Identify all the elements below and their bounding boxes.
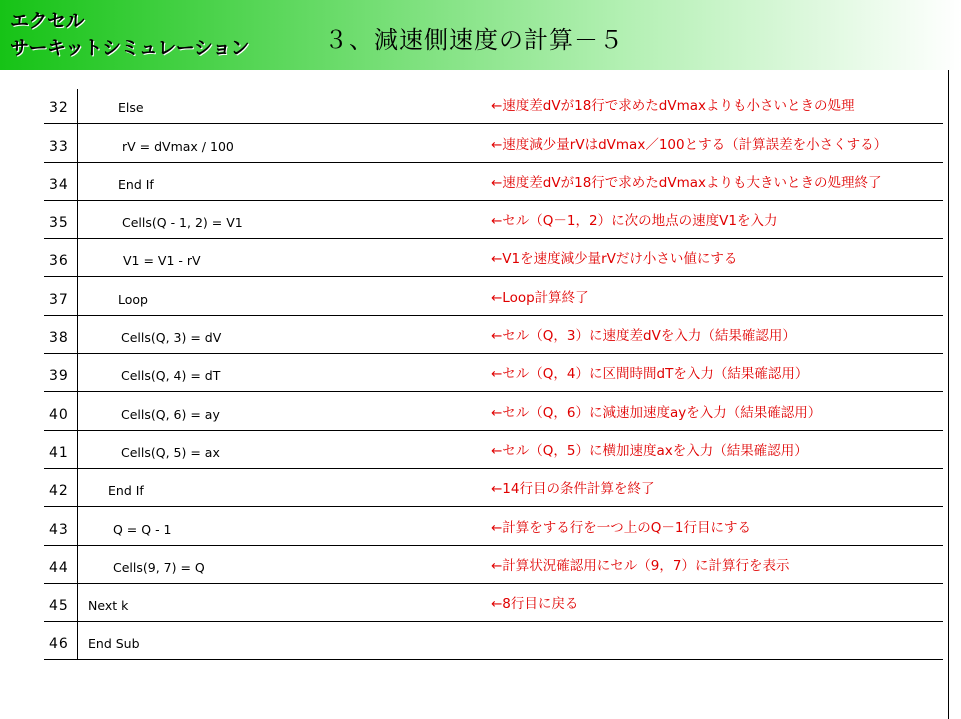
code-row-43 xyxy=(44,507,943,545)
code-row-46 xyxy=(44,622,943,660)
comment-text: ←セル（Q－1，2）に次の地点の速度V1を入力 xyxy=(491,213,778,230)
line-number: 46 xyxy=(49,636,69,653)
code-row-32 xyxy=(44,86,943,124)
comment-text: ←セル（Q，4）に区間時間dTを入力（結果確認用） xyxy=(491,366,809,383)
comment-text: ←セル（Q，3）に速度差dVを入力（結果確認用） xyxy=(491,328,796,345)
comment-text: ←14行目の条件計算を終了 xyxy=(491,481,655,498)
code-row-41 xyxy=(44,431,943,469)
code-text: End Sub xyxy=(88,636,140,652)
code-text: End If xyxy=(108,483,144,499)
code-row-40 xyxy=(44,392,943,430)
brand-line-2: サーキットシミュレーション xyxy=(10,37,249,59)
line-number: 33 xyxy=(49,138,69,155)
code-text: Cells(Q - 1, 2) = V1 xyxy=(122,215,243,231)
line-number: 40 xyxy=(49,406,69,423)
code-row-37 xyxy=(44,277,943,315)
comment-text: ←V1を速度減少量rVだけ小さい値にする xyxy=(491,251,738,268)
line-number: 45 xyxy=(49,598,69,615)
code-text: Cells(Q, 6) = ay xyxy=(121,406,220,422)
line-number: 39 xyxy=(49,368,69,385)
code-text: Cells(9, 7) = Q xyxy=(113,559,205,575)
code-row-38 xyxy=(44,316,943,354)
code-text: V1 = V1 - rV xyxy=(123,253,201,269)
slide-title: ３、減速側速度の計算－５ xyxy=(324,26,624,54)
comment-text: ←計算状況確認用にセル（9，7）に計算行を表示 xyxy=(491,557,790,574)
code-text: Q = Q - 1 xyxy=(113,521,172,537)
code-row-36 xyxy=(44,239,943,277)
line-number: 44 xyxy=(49,559,69,576)
code-row-33 xyxy=(44,124,943,162)
comment-text: ←速度減少量rVはdVmax／100とする（計算誤差を小さくする） xyxy=(491,136,888,153)
code-listing xyxy=(44,86,943,660)
comment-text: ←速度差dVが18行で求めたdVmaxよりも小さいときの処理 xyxy=(491,98,855,115)
comment-text: ←Loop計算終了 xyxy=(491,289,589,306)
code-text: Loop xyxy=(118,291,148,307)
code-text: End If xyxy=(118,176,154,192)
line-number: 38 xyxy=(49,330,69,347)
code-row-44 xyxy=(44,546,943,584)
code-text: Cells(Q, 5) = ax xyxy=(121,444,220,460)
line-number: 37 xyxy=(49,291,69,308)
line-number: 42 xyxy=(49,483,69,500)
code-row-35 xyxy=(44,201,943,239)
line-number: 36 xyxy=(49,253,69,270)
brand-text xyxy=(10,8,249,62)
code-row-42 xyxy=(44,469,943,507)
code-row-45 xyxy=(44,584,943,622)
code-row-34 xyxy=(44,163,943,201)
line-number: 41 xyxy=(49,444,69,461)
right-border-line xyxy=(948,70,949,719)
comment-text: ←セル（Q，6）に減速加速度ayを入力（結果確認用） xyxy=(491,404,822,421)
code-text: rV = dVmax / 100 xyxy=(122,138,234,154)
code-text: Cells(Q, 3) = dV xyxy=(121,330,222,346)
comment-text: ←速度差dVが18行で求めたdVmaxよりも大きいときの処理終了 xyxy=(491,174,882,191)
code-text: Cells(Q, 4) = dT xyxy=(121,368,221,384)
line-number: 32 xyxy=(49,100,69,117)
code-text: Else xyxy=(118,100,144,116)
comment-text: ←セル（Q，5）に横加速度axを入力（結果確認用） xyxy=(491,442,808,459)
line-number: 35 xyxy=(49,215,69,232)
code-text: Next k xyxy=(88,598,129,614)
comment-text: ←計算をする行を一つ上のQ－1行目にする xyxy=(491,519,752,536)
slide-header xyxy=(0,0,961,70)
brand-line-1: エクセル xyxy=(10,10,85,32)
line-number: 43 xyxy=(49,521,69,538)
code-row-39 xyxy=(44,354,943,392)
comment-text: ←8行目に戻る xyxy=(491,596,579,613)
line-number: 34 xyxy=(49,176,69,193)
